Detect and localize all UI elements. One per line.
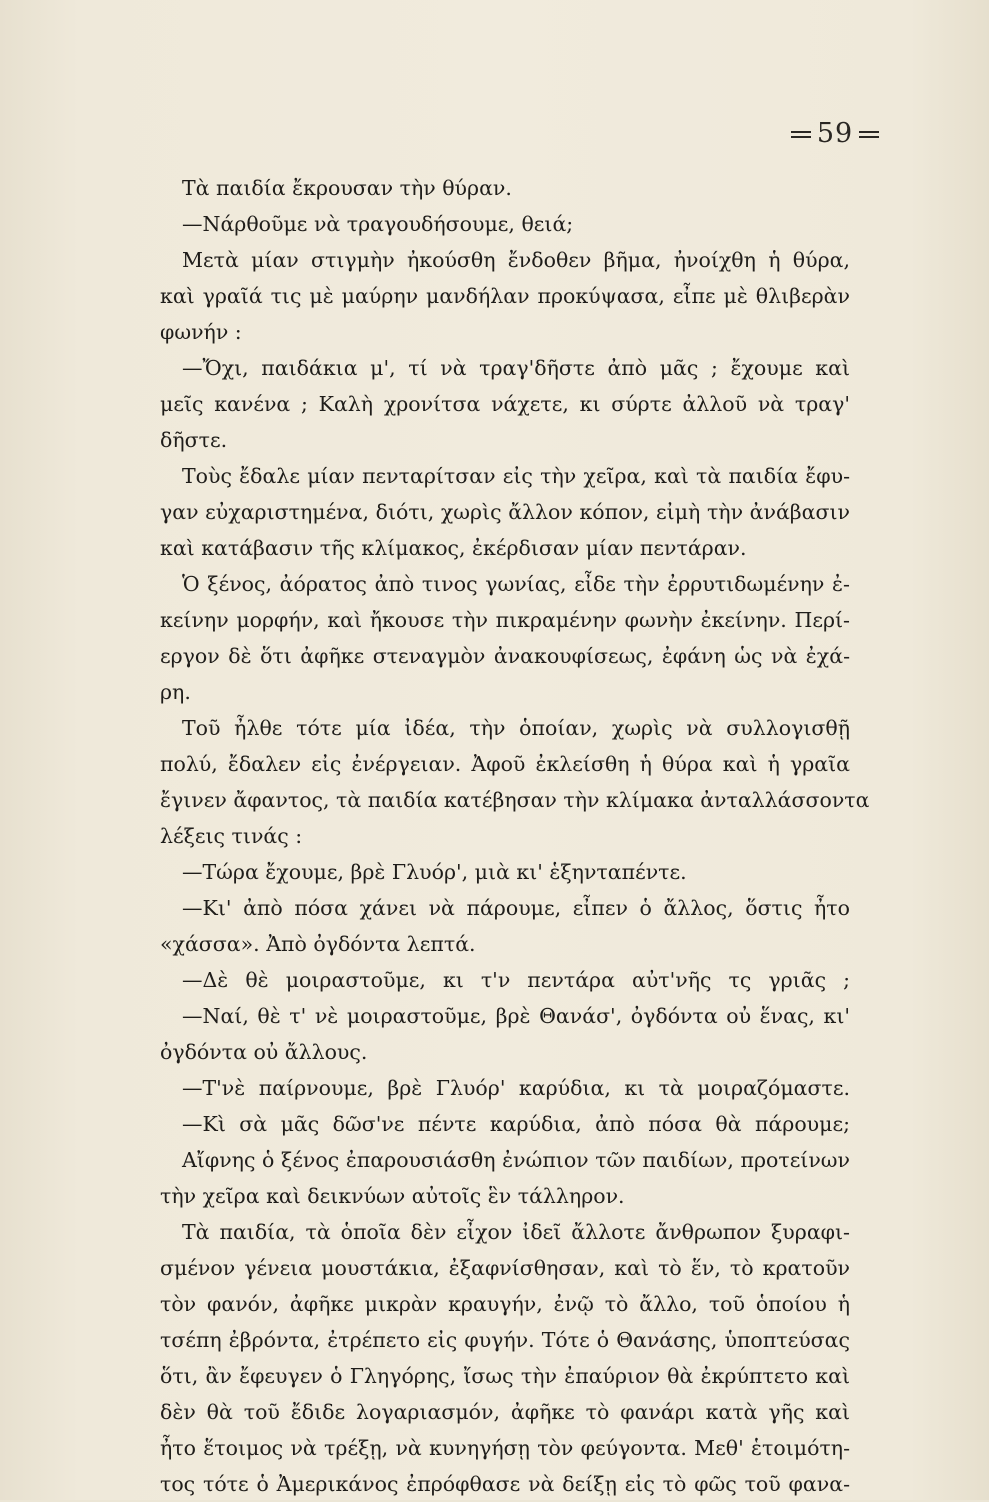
text-line: —Ναί, θὲ τ' νὲ μοιραστοῦμε, βρὲ Θανάσ', ὀγδόντα οὐ ἕνας, κι' [182,1004,850,1028]
text-line: τὸν φανόν, ἀφῆκε μικρὰν κραυγήν, ἐνῷ τὸ ἄλλο, τοῦ ὁποίου ἡ [160,1292,850,1316]
text-line: ἔγινεν ἄφαντος, τὰ παιδία κατέβησαν τὴν κλίμακα ἀνταλλάσσοντα [160,788,870,812]
body-text [160,170,870,1502]
text-line: γαν εὐχαριστημένα, διότι, χωρὶς ἄλλον κόπον, εἰμὴ τὴν ἀνάβασιν [160,500,850,524]
text-line: ὀγδόντα οὐ ἄλλους. [160,1040,368,1064]
text-line: εργον δὲ ὅτι ἀφῆκε στεναγμὸν ἀνακουφίσεως, ἐφάνη ὡς νὰ ἐχά- [160,644,850,668]
text-line: «χάσσα». Ἀπὸ ὀγδόντα λεπτά. [160,932,476,956]
text-line: τος τότε ὁ Ἀμερικάνος ἐπρόφθασε νὰ δείξῃ εἰς τὸ φῶς τοῦ φανα- [160,1472,850,1496]
text-line: —Τ'νὲ παίρνουμε, βρὲ Γλυόρ' καρύδια, κι τὰ μοιραζόμαστε. [182,1076,850,1100]
text-line: ὅτι, ἂν ἔφευγεν ὁ Γληγόρης, ἴσως τὴν ἐπαύριον θὰ ἐκρύπτετο καὶ [160,1364,850,1388]
text-line: Μετὰ μίαν στιγμὴν ἠκούσθη ἔνδοθεν βῆμα, ἠνοίχθη ἡ θύρα, [182,248,850,272]
text-line: ἦτο ἕτοιμος νὰ τρέξῃ, νὰ κυνηγήσῃ τὸν φεύγοντα. Μεθ' ἑτοιμότη- [160,1436,850,1460]
text-line: —Κὶ σὰ μᾶς δῶσ'νε πέντε καρύδια, ἀπὸ πόσα θὰ πάρουμε; [182,1112,850,1136]
text-line: δὲν θὰ τοῦ ἔδιδε λογαριασμόν, ἀφῆκε τὸ φανάρι κατὰ γῆς καὶ [160,1400,850,1424]
text-line: σμένον γένεια μουστάκια, ἐξαφνίσθησαν, καὶ τὸ ἕν, τὸ κρατοῦν [160,1256,850,1280]
text-line: Τὰ παιδία ἔκρουσαν τὴν θύραν. [182,176,512,200]
text-line: Ὁ ξένος, ἀόρατος ἀπὸ τινος γωνίας, εἶδε τὴν ἐρρυτιδωμένην ἐ- [182,572,850,596]
text-line: τσέπη ἐβρόντα, ἐτρέπετο εἰς φυγήν. Τότε ὁ Θανάσης, ὑποπτεύσας [160,1328,850,1352]
text-line: φωνήν : [160,320,242,344]
text-line: μεῖς κανένα ; Καλὴ χρονίτσα νάχετε, κι σύρτε ἀλλοῦ νὰ τραγ' [160,392,850,416]
page-number-value: 59 [816,118,854,149]
text-line: Τοῦ ἦλθε τότε μία ἰδέα, τὴν ὁποίαν, χωρὶς νὰ συλλογισθῇ [182,716,850,740]
text-line: Τὰ παιδία, τὰ ὁποῖα δὲν εἶχον ἰδεῖ ἄλλοτε ἄνθρωπον ξυραφι- [182,1220,850,1244]
text-line: καὶ γραῖά τις μὲ μαύρην μανδήλαν προκύψασα, εἶπε μὲ θλιβερὰν [160,284,850,308]
text-line: πολύ, ἔδαλεν εἰς ἐνέργειαν. Ἀφοῦ ἐκλείσθη ἡ θύρα καὶ ἡ γραῖα [160,752,850,776]
text-line: —Δὲ θὲ μοιραστοῦμε, κι τ'ν πεντάρα αὐτ'νῆς τς γριᾶς ; [182,968,850,992]
text-line: —Κι' ἀπὸ πόσα χάνει νὰ πάρουμε, εἶπεν ὁ ἄλλος, ὅστις ἦτο [182,896,850,920]
text-line: καὶ κατάβασιν τῆς κλίμακος, ἐκέρδισαν μίαν πεντάραν. [160,536,747,560]
text-line: —Τώρα ἔχουμε, βρὲ Γλυόρ', μιὰ κι' ἑξηνταπέντε. [182,860,687,884]
text-line: —Ὄχι, παιδάκια μ', τί νὰ τραγ'δῆστε ἀπὸ μᾶς ; ἔχουμε καὶ [182,356,850,380]
text-line: κείνην μορφήν, καὶ ἤκουσε τὴν πικραμένην φωνὴν ἐκείνην. Περί- [160,608,850,632]
text-line: τὴν χεῖρα καὶ δεικνύων αὐτοῖς ἓν τάλληρον. [160,1184,625,1208]
text-line: λέξεις τινάς : [160,824,303,848]
text-line: Τοὺς ἔδαλε μίαν πενταρίτσαν εἰς τὴν χεῖρα, καὶ τὰ παιδία ἔφυ- [182,464,850,488]
text-line: ρη. [160,680,191,704]
page-number [780,118,890,149]
text-line: Αἴφνης ὁ ξένος ἐπαρουσιάσθη ἐνώπιον τῶν παιδίων, προτείνων [182,1148,850,1172]
page-number-rule-right [859,131,879,138]
page-number-rule-left [791,131,811,138]
text-line: —Νάρθοῦμε νὰ τραγουδήσουμε, θειά; [182,212,574,236]
text-line: δῆστε. [160,428,228,452]
